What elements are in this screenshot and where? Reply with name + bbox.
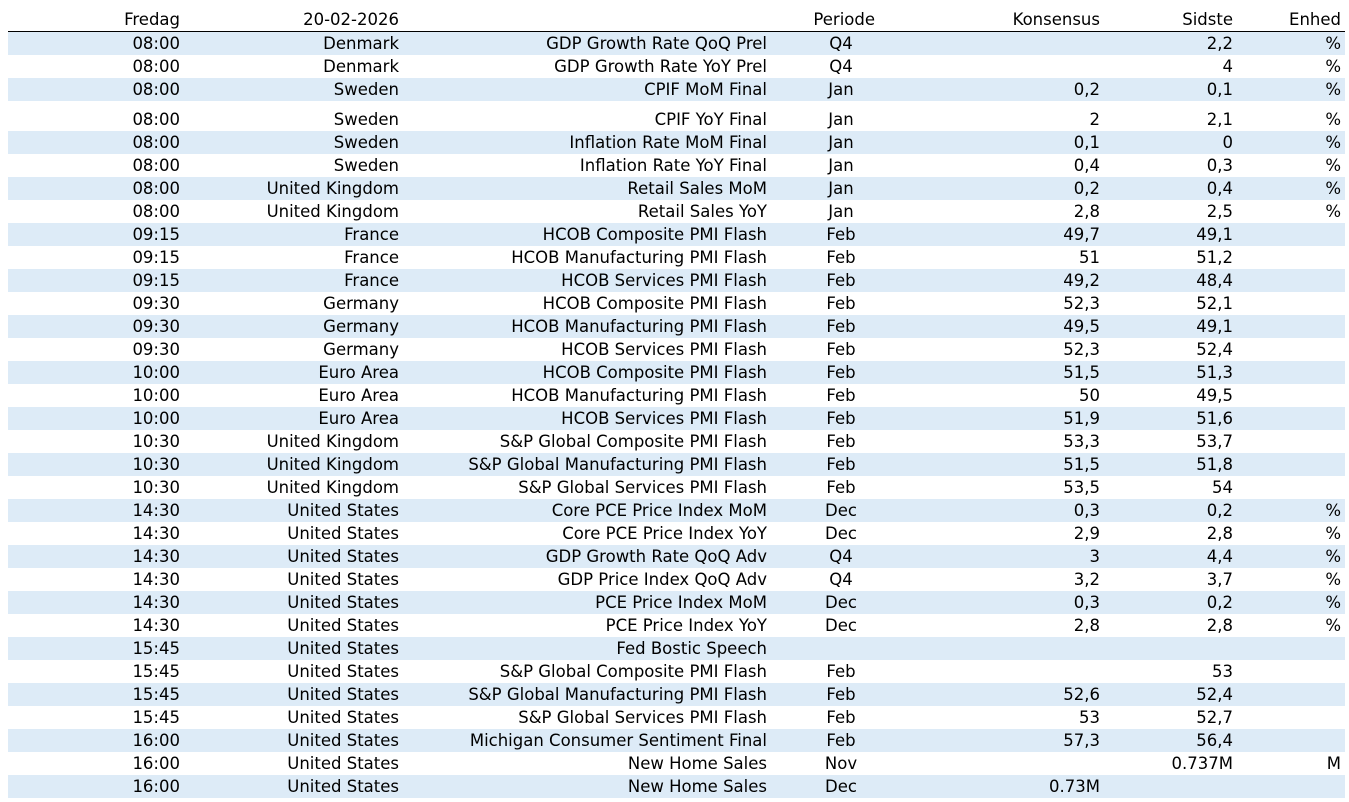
time-cell: 10:30 bbox=[132, 478, 180, 497]
country-cell: United States bbox=[287, 616, 399, 635]
table-row bbox=[8, 660, 1345, 683]
country-cell: United States bbox=[287, 662, 399, 681]
event-cell: CPIF YoY Final bbox=[654, 110, 767, 129]
consensus-cell: 0,4 bbox=[1073, 156, 1100, 175]
country-cell: United States bbox=[287, 777, 399, 796]
country-cell: United States bbox=[287, 731, 399, 750]
event-cell: New Home Sales bbox=[627, 754, 767, 773]
table-row bbox=[8, 706, 1345, 729]
time-cell: 09:15 bbox=[132, 225, 180, 244]
unit-cell: % bbox=[1325, 202, 1341, 221]
event-cell: HCOB Composite PMI Flash bbox=[542, 363, 767, 382]
last-cell: 0,2 bbox=[1206, 593, 1233, 612]
table-row bbox=[8, 338, 1345, 361]
period-cell: Feb bbox=[826, 478, 856, 497]
period-cell: Nov bbox=[824, 754, 858, 773]
country-cell: Sweden bbox=[333, 156, 399, 175]
consensus-cell: 0.73M bbox=[1049, 777, 1100, 796]
country-cell: United States bbox=[287, 639, 399, 658]
event-cell: HCOB Services PMI Flash bbox=[561, 271, 767, 290]
unit-cell: % bbox=[1325, 616, 1341, 635]
country-cell: France bbox=[344, 271, 399, 290]
last-cell: 0,3 bbox=[1206, 156, 1233, 175]
time-cell: 08:00 bbox=[132, 80, 180, 99]
unit-cell: % bbox=[1325, 133, 1341, 152]
unit-cell: % bbox=[1325, 57, 1341, 76]
table-row bbox=[8, 614, 1345, 637]
period-cell: Jan bbox=[828, 133, 854, 152]
table-header bbox=[8, 8, 1345, 32]
table-body bbox=[8, 32, 1345, 798]
event-cell: Fed Bostic Speech bbox=[616, 639, 767, 658]
table-row bbox=[8, 200, 1345, 223]
last-cell: 51,2 bbox=[1196, 248, 1233, 267]
country-cell: United Kingdom bbox=[266, 179, 399, 198]
event-cell: S&P Global Composite PMI Flash bbox=[499, 662, 767, 681]
last-cell: 0,4 bbox=[1206, 179, 1233, 198]
period-cell: Feb bbox=[826, 225, 856, 244]
time-cell: 08:00 bbox=[132, 156, 180, 175]
unit-cell: % bbox=[1325, 80, 1341, 99]
table-row bbox=[8, 637, 1345, 660]
table-row bbox=[8, 361, 1345, 384]
table-row bbox=[8, 315, 1345, 338]
unit-cell: % bbox=[1325, 524, 1341, 543]
period-cell: Dec bbox=[825, 524, 857, 543]
country-cell: Sweden bbox=[333, 80, 399, 99]
country-cell: United States bbox=[287, 593, 399, 612]
country-cell: Sweden bbox=[333, 110, 399, 129]
consensus-cell: 0,2 bbox=[1073, 80, 1100, 99]
economic-calendar-table bbox=[8, 8, 1345, 798]
last-cell: 51,3 bbox=[1196, 363, 1233, 382]
time-cell: 10:00 bbox=[132, 386, 180, 405]
table-row bbox=[8, 591, 1345, 614]
consensus-cell: 0,3 bbox=[1073, 501, 1100, 520]
country-cell: United Kingdom bbox=[266, 202, 399, 221]
time-cell: 10:00 bbox=[132, 409, 180, 428]
unit-cell: M bbox=[1326, 754, 1341, 773]
period-cell: Q4 bbox=[829, 57, 853, 76]
last-cell: 0,2 bbox=[1206, 501, 1233, 520]
unit-cell: % bbox=[1325, 570, 1341, 589]
country-cell: Denmark bbox=[323, 57, 399, 76]
consensus-cell: 51,5 bbox=[1063, 455, 1100, 474]
country-cell: France bbox=[344, 248, 399, 267]
last-cell: 48,4 bbox=[1196, 271, 1233, 290]
table-row bbox=[8, 131, 1345, 154]
table-row bbox=[8, 177, 1345, 200]
consensus-cell: 2,8 bbox=[1073, 616, 1100, 635]
country-cell: France bbox=[344, 225, 399, 244]
last-cell: 49,1 bbox=[1196, 225, 1233, 244]
consensus-cell: 53,3 bbox=[1063, 432, 1100, 451]
time-cell: 09:30 bbox=[132, 317, 180, 336]
consensus-cell: 3,2 bbox=[1073, 570, 1100, 589]
table-row bbox=[8, 775, 1345, 798]
country-cell: Germany bbox=[323, 317, 399, 336]
last-cell: 2,8 bbox=[1206, 524, 1233, 543]
table-row bbox=[8, 453, 1345, 476]
consensus-cell: 49,5 bbox=[1063, 317, 1100, 336]
table-row bbox=[8, 78, 1345, 101]
unit-cell: % bbox=[1325, 156, 1341, 175]
event-cell: Inflation Rate YoY Final bbox=[579, 156, 767, 175]
time-cell: 14:30 bbox=[132, 501, 180, 520]
time-cell: 08:00 bbox=[132, 202, 180, 221]
period-cell: Jan bbox=[828, 80, 854, 99]
consensus-cell: 52,3 bbox=[1063, 340, 1100, 359]
period-cell: Feb bbox=[826, 386, 856, 405]
event-cell: GDP Price Index QoQ Adv bbox=[557, 570, 767, 589]
country-cell: United States bbox=[287, 708, 399, 727]
consensus-cell: 51 bbox=[1079, 248, 1100, 267]
table-row bbox=[8, 154, 1345, 177]
time-cell: 14:30 bbox=[132, 524, 180, 543]
header-date: 20-02-2026 bbox=[303, 10, 399, 29]
table-row bbox=[8, 223, 1345, 246]
consensus-cell: 57,3 bbox=[1063, 731, 1100, 750]
country-cell: United Kingdom bbox=[266, 432, 399, 451]
header-period: Periode bbox=[813, 10, 875, 29]
country-cell: United States bbox=[287, 754, 399, 773]
last-cell: 52,4 bbox=[1196, 685, 1233, 704]
event-cell: PCE Price Index YoY bbox=[605, 616, 767, 635]
header-consensus: Konsensus bbox=[1012, 10, 1100, 29]
time-cell: 08:00 bbox=[132, 34, 180, 53]
time-cell: 14:30 bbox=[132, 570, 180, 589]
event-cell: HCOB Composite PMI Flash bbox=[542, 225, 767, 244]
period-cell: Feb bbox=[826, 317, 856, 336]
consensus-cell: 3 bbox=[1089, 547, 1100, 566]
last-cell: 52,1 bbox=[1196, 294, 1233, 313]
consensus-cell: 49,7 bbox=[1063, 225, 1100, 244]
event-cell: S&P Global Manufacturing PMI Flash bbox=[468, 685, 767, 704]
time-cell: 16:00 bbox=[132, 731, 180, 750]
period-cell: Feb bbox=[826, 731, 856, 750]
country-cell: United States bbox=[287, 570, 399, 589]
table-row bbox=[8, 407, 1345, 430]
event-cell: Retail Sales MoM bbox=[627, 179, 767, 198]
period-cell: Feb bbox=[826, 662, 856, 681]
last-cell: 3,7 bbox=[1206, 570, 1233, 589]
table-row bbox=[8, 729, 1345, 752]
last-cell: 49,1 bbox=[1196, 317, 1233, 336]
country-cell: United States bbox=[287, 685, 399, 704]
last-cell: 2,5 bbox=[1206, 202, 1233, 221]
time-cell: 08:00 bbox=[132, 179, 180, 198]
country-cell: Germany bbox=[323, 294, 399, 313]
event-cell: HCOB Services PMI Flash bbox=[561, 409, 767, 428]
period-cell: Jan bbox=[828, 179, 854, 198]
table-row bbox=[8, 246, 1345, 269]
time-cell: 14:30 bbox=[132, 547, 180, 566]
last-cell: 0,1 bbox=[1206, 80, 1233, 99]
event-cell: Core PCE Price Index MoM bbox=[551, 501, 767, 520]
event-cell: PCE Price Index MoM bbox=[595, 593, 767, 612]
event-cell: Core PCE Price Index YoY bbox=[562, 524, 767, 543]
period-cell: Q4 bbox=[829, 570, 853, 589]
period-cell: Q4 bbox=[829, 34, 853, 53]
consensus-cell: 0,3 bbox=[1073, 593, 1100, 612]
table-row bbox=[8, 752, 1345, 775]
last-cell: 56,4 bbox=[1196, 731, 1233, 750]
country-cell: Euro Area bbox=[318, 409, 399, 428]
country-cell: United Kingdom bbox=[266, 455, 399, 474]
consensus-cell: 2,8 bbox=[1073, 202, 1100, 221]
consensus-cell: 50 bbox=[1079, 386, 1100, 405]
period-cell: Feb bbox=[826, 294, 856, 313]
country-cell: United Kingdom bbox=[266, 478, 399, 497]
last-cell: 52,4 bbox=[1196, 340, 1233, 359]
event-cell: New Home Sales bbox=[627, 777, 767, 796]
table-row bbox=[8, 683, 1345, 706]
consensus-cell: 51,5 bbox=[1063, 363, 1100, 382]
table-row bbox=[8, 430, 1345, 453]
last-cell: 0.737M bbox=[1171, 754, 1233, 773]
time-cell: 08:00 bbox=[132, 57, 180, 76]
country-cell: United States bbox=[287, 524, 399, 543]
event-cell: Michigan Consumer Sentiment Final bbox=[469, 731, 767, 750]
time-cell: 15:45 bbox=[132, 662, 180, 681]
time-cell: 15:45 bbox=[132, 639, 180, 658]
last-cell: 4 bbox=[1222, 57, 1233, 76]
country-cell: Germany bbox=[323, 340, 399, 359]
last-cell: 4,4 bbox=[1206, 547, 1233, 566]
consensus-cell: 49,2 bbox=[1063, 271, 1100, 290]
consensus-cell: 52,6 bbox=[1063, 685, 1100, 704]
table-row bbox=[8, 499, 1345, 522]
last-cell: 53 bbox=[1212, 662, 1233, 681]
time-cell: 16:00 bbox=[132, 754, 180, 773]
unit-cell: % bbox=[1325, 34, 1341, 53]
event-cell: HCOB Manufacturing PMI Flash bbox=[511, 317, 767, 336]
event-cell: S&P Global Services PMI Flash bbox=[518, 478, 767, 497]
period-cell: Q4 bbox=[829, 547, 853, 566]
table-row bbox=[8, 55, 1345, 78]
table-row bbox=[8, 568, 1345, 591]
consensus-cell: 51,9 bbox=[1063, 409, 1100, 428]
event-cell: HCOB Services PMI Flash bbox=[561, 340, 767, 359]
event-cell: S&P Global Composite PMI Flash bbox=[499, 432, 767, 451]
period-cell: Feb bbox=[826, 363, 856, 382]
time-cell: 14:30 bbox=[132, 593, 180, 612]
time-cell: 09:30 bbox=[132, 340, 180, 359]
unit-cell: % bbox=[1325, 110, 1341, 129]
event-cell: GDP Growth Rate QoQ Prel bbox=[546, 34, 767, 53]
event-cell: S&P Global Manufacturing PMI Flash bbox=[468, 455, 767, 474]
period-cell: Jan bbox=[828, 110, 854, 129]
time-cell: 16:00 bbox=[132, 777, 180, 796]
consensus-cell: 2 bbox=[1089, 110, 1100, 129]
last-cell: 51,8 bbox=[1196, 455, 1233, 474]
table-row bbox=[8, 269, 1345, 292]
event-cell: GDP Growth Rate QoQ Adv bbox=[545, 547, 767, 566]
header-unit: Enhed bbox=[1289, 10, 1341, 29]
country-cell: Denmark bbox=[323, 34, 399, 53]
time-cell: 10:00 bbox=[132, 363, 180, 382]
table-row bbox=[8, 476, 1345, 499]
period-cell: Feb bbox=[826, 248, 856, 267]
country-cell: United States bbox=[287, 501, 399, 520]
table-row bbox=[8, 545, 1345, 568]
consensus-cell: 0,1 bbox=[1073, 133, 1100, 152]
country-cell: United States bbox=[287, 547, 399, 566]
event-cell: Retail Sales YoY bbox=[637, 202, 767, 221]
event-cell: GDP Growth Rate YoY Prel bbox=[554, 57, 767, 76]
period-cell: Feb bbox=[826, 409, 856, 428]
period-cell: Feb bbox=[826, 340, 856, 359]
period-cell: Feb bbox=[826, 271, 856, 290]
period-cell: Dec bbox=[825, 593, 857, 612]
last-cell: 54 bbox=[1212, 478, 1233, 497]
last-cell: 53,7 bbox=[1196, 432, 1233, 451]
event-cell: HCOB Manufacturing PMI Flash bbox=[511, 248, 767, 267]
time-cell: 10:30 bbox=[132, 432, 180, 451]
last-cell: 2,8 bbox=[1206, 616, 1233, 635]
header-last: Sidste bbox=[1182, 10, 1233, 29]
time-cell: 14:30 bbox=[132, 616, 180, 635]
period-cell: Feb bbox=[826, 685, 856, 704]
period-cell: Jan bbox=[828, 202, 854, 221]
time-cell: 15:45 bbox=[132, 708, 180, 727]
time-cell: 09:30 bbox=[132, 294, 180, 313]
header-day: Fredag bbox=[124, 10, 180, 29]
time-cell: 08:00 bbox=[132, 110, 180, 129]
unit-cell: % bbox=[1325, 593, 1341, 612]
last-cell: 2,1 bbox=[1206, 110, 1233, 129]
consensus-cell: 53,5 bbox=[1063, 478, 1100, 497]
consensus-cell: 0,2 bbox=[1073, 179, 1100, 198]
event-cell: S&P Global Services PMI Flash bbox=[518, 708, 767, 727]
time-cell: 15:45 bbox=[132, 685, 180, 704]
last-cell: 51,6 bbox=[1196, 409, 1233, 428]
country-cell: Euro Area bbox=[318, 386, 399, 405]
country-cell: Euro Area bbox=[318, 363, 399, 382]
table-row bbox=[8, 292, 1345, 315]
period-cell: Feb bbox=[826, 708, 856, 727]
table-row bbox=[8, 522, 1345, 545]
consensus-cell: 53 bbox=[1079, 708, 1100, 727]
time-cell: 09:15 bbox=[132, 271, 180, 290]
period-cell: Dec bbox=[825, 616, 857, 635]
period-cell: Feb bbox=[826, 432, 856, 451]
last-cell: 52,7 bbox=[1196, 708, 1233, 727]
period-cell: Dec bbox=[825, 777, 857, 796]
unit-cell: % bbox=[1325, 501, 1341, 520]
unit-cell: % bbox=[1325, 547, 1341, 566]
event-cell: Inflation Rate MoM Final bbox=[569, 133, 767, 152]
last-cell: 2,2 bbox=[1206, 34, 1233, 53]
time-cell: 08:00 bbox=[132, 133, 180, 152]
consensus-cell: 2,9 bbox=[1073, 524, 1100, 543]
time-cell: 10:30 bbox=[132, 455, 180, 474]
period-cell: Feb bbox=[826, 455, 856, 474]
period-cell: Dec bbox=[825, 501, 857, 520]
time-cell: 09:15 bbox=[132, 248, 180, 267]
event-cell: CPIF MoM Final bbox=[644, 80, 767, 99]
table-row bbox=[8, 32, 1345, 55]
event-cell: HCOB Manufacturing PMI Flash bbox=[511, 386, 767, 405]
last-cell: 49,5 bbox=[1196, 386, 1233, 405]
event-cell: HCOB Composite PMI Flash bbox=[542, 294, 767, 313]
unit-cell: % bbox=[1325, 179, 1341, 198]
last-cell: 0 bbox=[1222, 133, 1233, 152]
table-row bbox=[8, 101, 1345, 131]
table-row bbox=[8, 384, 1345, 407]
country-cell: Sweden bbox=[333, 133, 399, 152]
period-cell: Jan bbox=[828, 156, 854, 175]
consensus-cell: 52,3 bbox=[1063, 294, 1100, 313]
